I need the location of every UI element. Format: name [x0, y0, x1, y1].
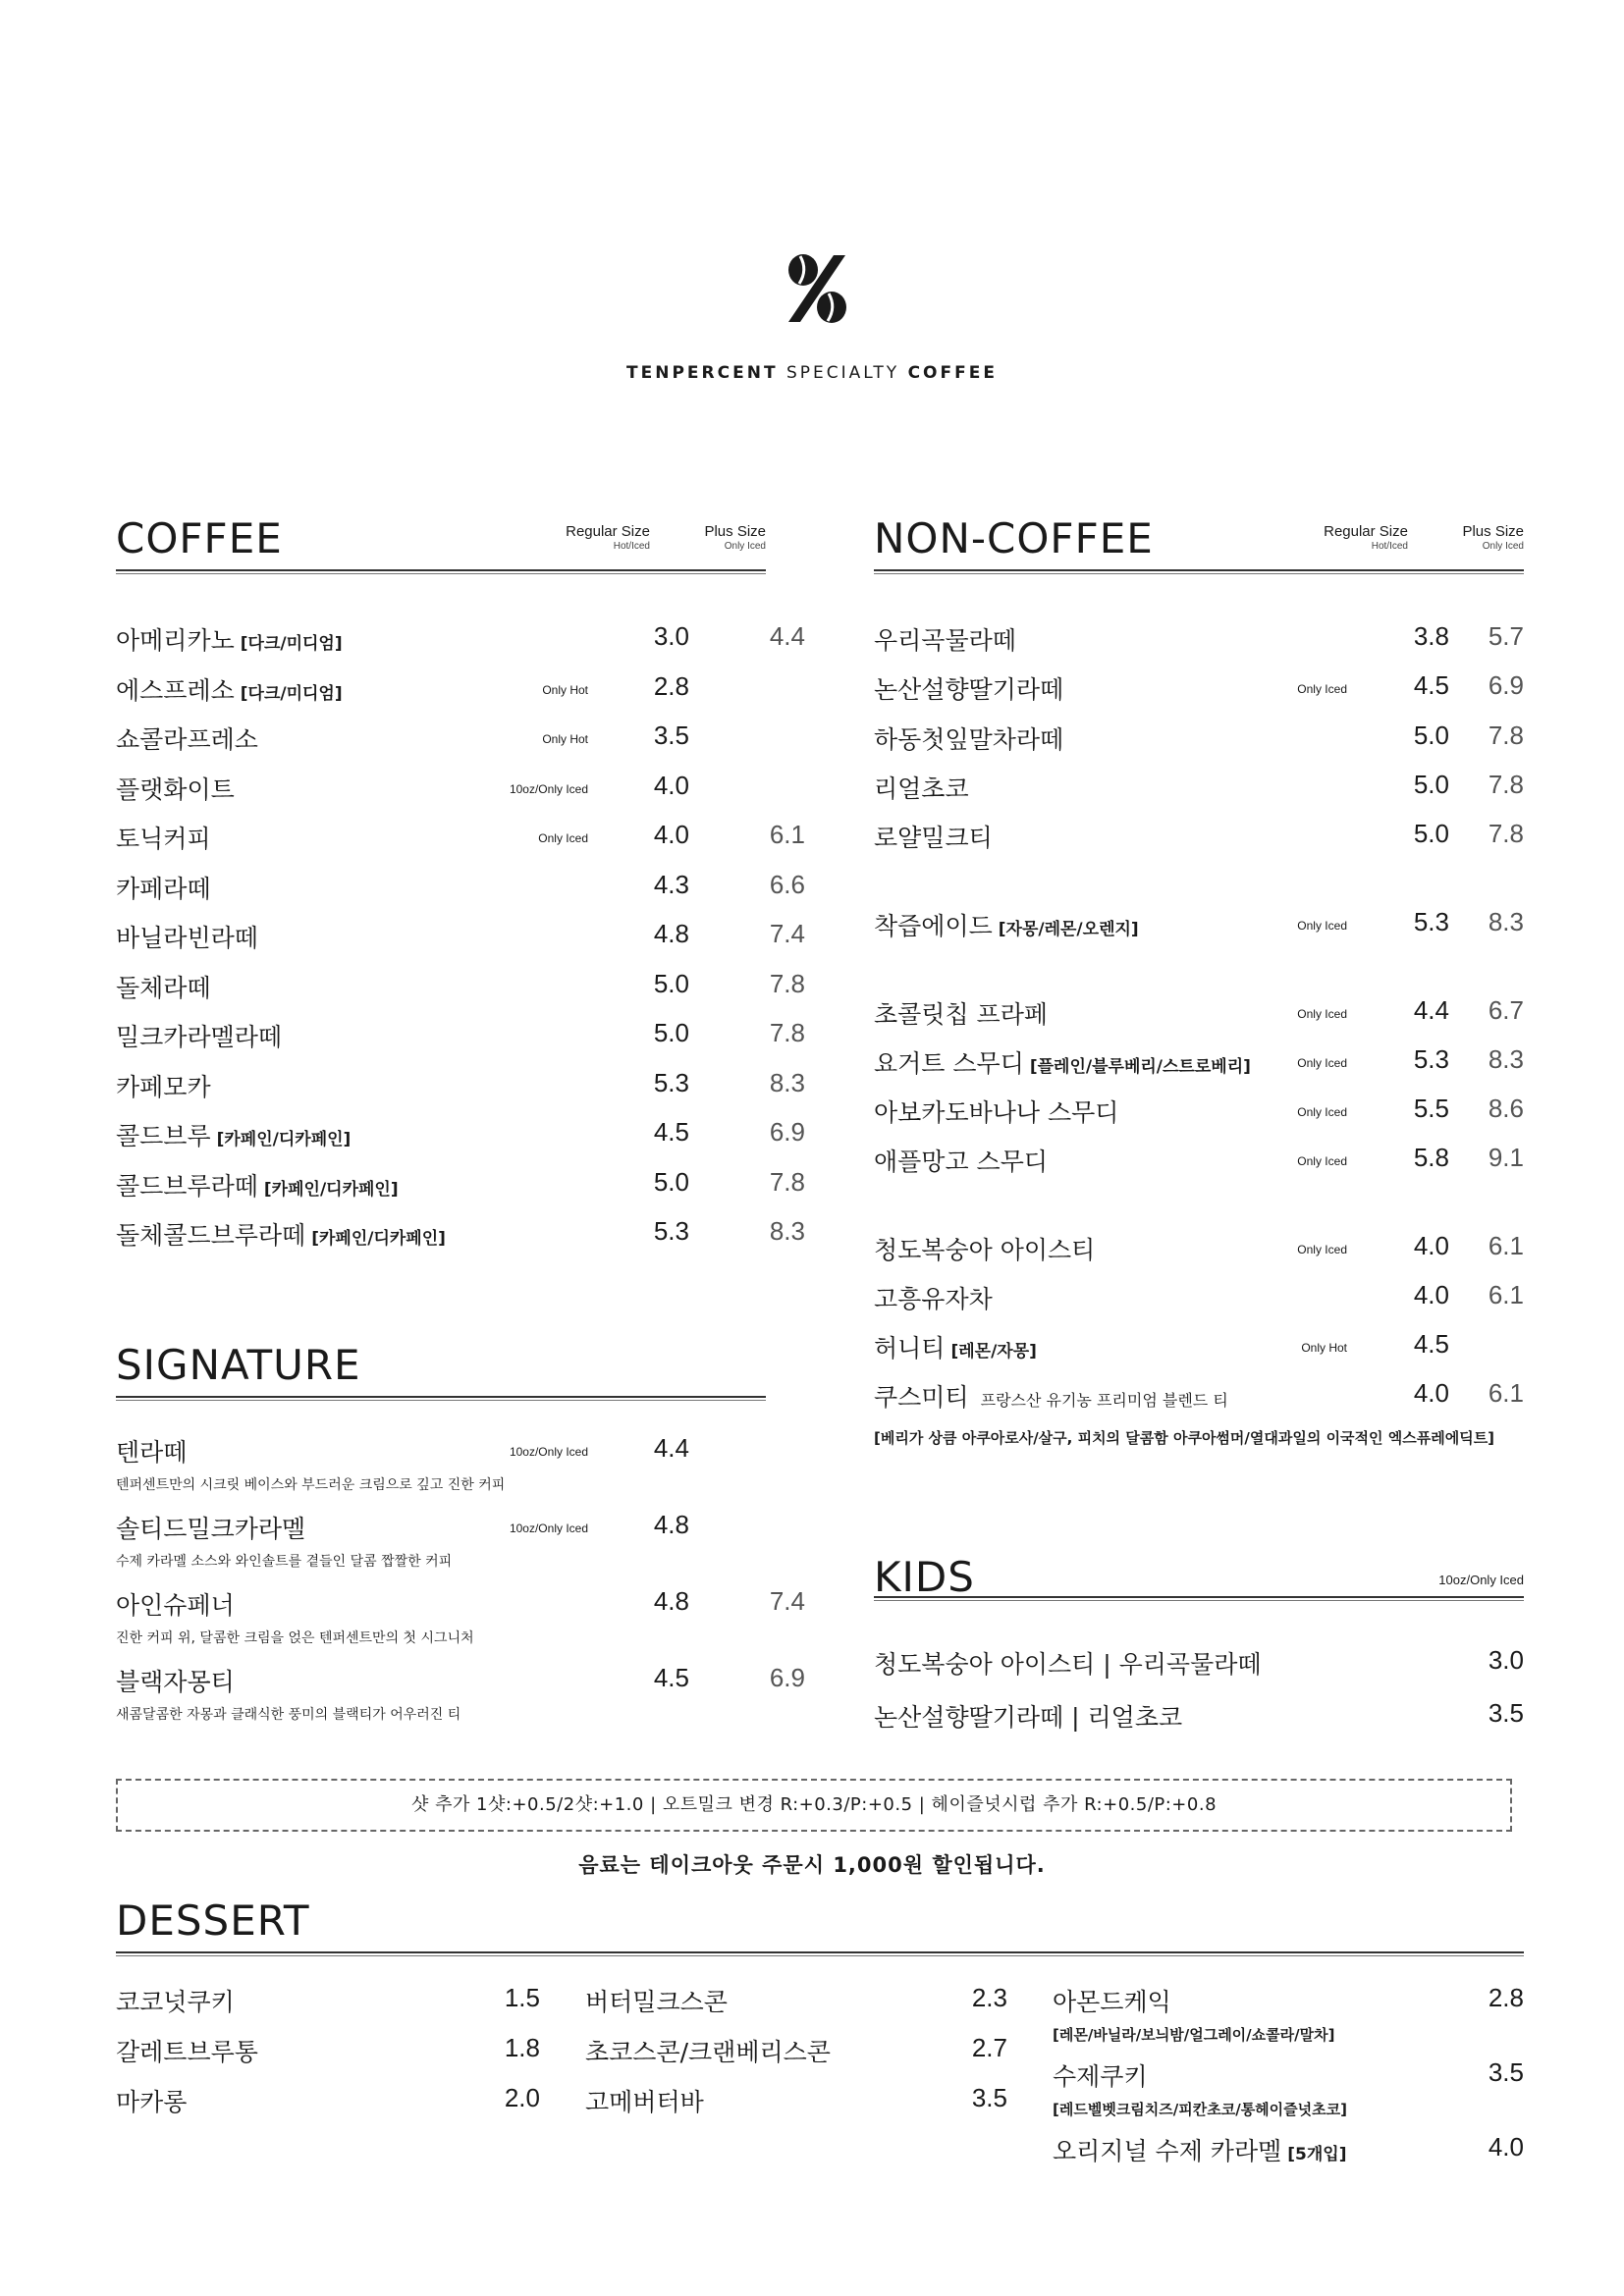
takeout-discount-note: 음료는 테이크아웃 주문시 1,000원 할인됩니다. [578, 1853, 1046, 1877]
plus-price: 6.9 [769, 1663, 805, 1692]
regular-price: 4.0 [653, 820, 689, 849]
plus-price: 8.3 [769, 1067, 805, 1097]
item-note: Only Iced [1297, 1007, 1347, 1021]
item-description: 수제 카라멜 소스와 와인솔트를 곁들인 달콤 짭짤한 커피 [116, 1554, 453, 1570]
plus-price: 8.3 [1488, 907, 1524, 936]
item-note: 10oz/Only Iced [509, 1445, 588, 1459]
dessert-item-name-text: 오리지널 수제 카라멜 [1053, 2137, 1282, 2165]
item-name [116, 721, 258, 756]
dessert-item-name: 갈레트브루통 [116, 2038, 258, 2066]
plus-price: 5.7 [1488, 621, 1524, 651]
plus-price: 8.6 [1488, 1094, 1524, 1123]
item-name-text: 토닉커피 [116, 825, 211, 853]
item-note: Only Iced [1297, 1105, 1347, 1119]
menu-item [116, 968, 805, 1008]
dessert-item-options: [레드벨벳크림치즈/피칸초코/통헤이즐넛초코] [1053, 2101, 1347, 2118]
item-name [874, 1094, 1118, 1129]
regular-price: 4.8 [653, 919, 689, 948]
item-note: Only Hot [1301, 1341, 1347, 1355]
noncoffee-regular-size-header [1286, 524, 1408, 552]
kids-item-name: 논산설향딸기라떼 | 리얼초코 [874, 1703, 1183, 1732]
regular-price: 5.5 [1413, 1094, 1449, 1123]
kids-title: KIDS [874, 1553, 975, 1601]
menu-item [116, 721, 766, 760]
options-box: 샷 추가 1샷:+0.5/2샷:+1.0 | 오트밀크 변경 R:+0.3/P:+0.5 | 헤이즐넛시럽 추가 R:+0.5/P:+0.8 [116, 1779, 1512, 1832]
plus-price: 7.8 [769, 1018, 805, 1047]
regular-size-sub: Hot/Iced [1371, 540, 1408, 552]
item-name [116, 1167, 399, 1202]
regular-price: 3.5 [653, 721, 689, 750]
item-tag: [다크/미디엄] [240, 683, 343, 704]
dessert-item-name [1053, 2132, 1346, 2167]
item-name-text: 콜드브루 [116, 1122, 211, 1150]
item-name [874, 1378, 1228, 1414]
item-name-text: 하동첫잎말차라떼 [874, 725, 1064, 754]
dessert-item-price: 4.0 [1488, 2132, 1524, 2162]
dessert-rule [116, 1951, 1524, 1956]
plus-price: 6.7 [1488, 995, 1524, 1025]
noncoffee-plus-size-header [1424, 524, 1524, 552]
menu-item [874, 1329, 1524, 1368]
item-name [874, 995, 1048, 1031]
noncoffee-rule [874, 569, 1524, 574]
item-name [116, 671, 343, 707]
item-name [874, 1329, 1037, 1364]
item-name [874, 907, 1139, 942]
brand-logo [783, 253, 851, 324]
item-name-text: 밀크카라멜라떼 [116, 1023, 283, 1051]
item-name-text: 고흥유자차 [874, 1285, 993, 1313]
menu-item [116, 1018, 805, 1057]
item-name: 아인슈페너 [116, 1591, 235, 1620]
plus-price: 9.1 [1488, 1143, 1524, 1172]
item-description: 텐퍼센트만의 시크릿 베이스와 부드러운 크림으로 깊고 진한 커피 [116, 1477, 506, 1493]
regular-price: 4.5 [1413, 670, 1449, 700]
regular-price: 5.0 [1413, 819, 1449, 848]
plus-price: 6.1 [1488, 1378, 1524, 1408]
plus-price: 6.1 [1488, 1280, 1524, 1309]
menu-item [874, 670, 1524, 710]
menu-item [874, 819, 1524, 858]
brand-prefix: TENPERCENT [626, 363, 779, 383]
menu-item [874, 1143, 1524, 1182]
menu-item [874, 1231, 1524, 1270]
item-name-text: 초콜릿칩 프라페 [874, 1000, 1048, 1029]
plus-price: 6.1 [769, 820, 805, 849]
plus-price: 6.9 [769, 1117, 805, 1147]
plus-price: 6.9 [1488, 670, 1524, 700]
signature-item [116, 1586, 805, 1626]
item-name-text: 아보카도바나나 스무디 [874, 1098, 1119, 1127]
dessert-item-name-text: 수제쿠키 [1053, 2062, 1148, 2091]
menu-item [116, 621, 805, 661]
dessert-item-options: [레몬/바닐라/보늬밤/얼그레이/쇼콜라/말차] [1053, 2026, 1335, 2044]
item-name-text: 에스프레소 [116, 675, 235, 705]
item-tag: [카페인/디카페인] [216, 1130, 352, 1149]
signature-title: SIGNATURE [116, 1341, 361, 1389]
item-name-text: 애플망고 스무디 [874, 1148, 1048, 1176]
item-name [874, 1044, 1251, 1080]
menu-item [874, 770, 1524, 809]
kids-note: 10oz/Only Iced [1438, 1573, 1524, 1587]
item-name [874, 819, 993, 854]
item-name: 솔티드밀크카라멜 [116, 1515, 306, 1543]
item-note: 10oz/Only Iced [509, 1522, 588, 1535]
noncoffee-title: NON-COFFEE [874, 514, 1154, 562]
brand-middle: SPECIALTY [785, 363, 900, 383]
dessert-item-price: 2.8 [1488, 1983, 1524, 2012]
item-name [116, 870, 211, 905]
item-name-text: 쿠스미티 [874, 1383, 969, 1412]
item-name [874, 1143, 1048, 1178]
menu-item [874, 1378, 1524, 1417]
dessert-item-price: 3.5 [971, 2083, 1007, 2112]
brand-name [0, 363, 1624, 383]
regular-price: 5.3 [653, 1067, 689, 1097]
coffee-title: COFFEE [116, 514, 283, 562]
dessert-item-name: 코코넛쿠키 [116, 1988, 235, 2016]
regular-price: 4.0 [1413, 1280, 1449, 1309]
dessert-item-tag: [5개입] [1287, 2145, 1347, 2164]
menu-item [116, 671, 766, 711]
regular-price: 4.0 [1413, 1231, 1449, 1260]
item-tag: [자몽/레몬/오렌지] [998, 920, 1139, 939]
item-name-text: 착즙에이드 [874, 912, 993, 940]
item-note: Only Iced [1297, 1154, 1347, 1168]
item-tag: [카페인/디카페인] [263, 1179, 399, 1200]
item-note: Only Iced [1297, 919, 1347, 933]
item-name-text: 아메리카노 [116, 626, 235, 655]
plus-price: 7.8 [769, 968, 805, 998]
dessert-item-name [1053, 1983, 1171, 2018]
item-name-text: 바닐라빈라떼 [116, 924, 258, 952]
menu-item [116, 869, 805, 909]
item-name-text: 로얄밀크티 [874, 824, 993, 852]
item-name [116, 621, 343, 657]
item-tag: 프랑스산 유기농 프리미엄 블렌드 티 [980, 1391, 1228, 1410]
item-tag: [다크/미디엄] [240, 634, 343, 654]
dessert-item-price: 3.5 [1488, 2057, 1524, 2087]
item-name-text: 돌체콜드브루라떼 [116, 1221, 306, 1250]
item-name-text: 허니티 [874, 1334, 946, 1362]
regular-price: 5.8 [1413, 1143, 1449, 1172]
dessert-item-price: 2.7 [971, 2033, 1007, 2062]
regular-price: 4.4 [1413, 995, 1449, 1025]
dessert-item-name: 버터밀크스콘 [585, 1988, 728, 2016]
menu-item [874, 995, 1524, 1035]
regular-size-sub: Hot/Iced [613, 540, 650, 552]
plus-size-sub: Only Iced [1482, 540, 1524, 552]
regular-price: 4.4 [653, 1433, 689, 1463]
plus-price: 7.8 [1488, 721, 1524, 750]
plus-price: 6.1 [1488, 1231, 1524, 1260]
item-name: 텐라떼 [116, 1438, 188, 1467]
regular-price: 5.3 [1413, 907, 1449, 936]
kids-item-name: 청도복숭아 아이스티 | 우리곡물라떼 [874, 1650, 1262, 1679]
item-note: Only Hot [542, 732, 588, 746]
plus-size-label: Plus Size [704, 523, 766, 540]
regular-price: 4.5 [653, 1663, 689, 1692]
item-description: 새콤달콤한 자몽과 클래식한 풍미의 블랙티가 어우러진 티 [116, 1707, 461, 1723]
item-name [116, 919, 258, 954]
regular-price: 3.0 [653, 621, 689, 651]
dessert-item-name: 고메버터바 [585, 2088, 704, 2116]
signature-item [116, 1663, 805, 1702]
item-name-text: 요거트 스무디 [874, 1049, 1024, 1078]
dessert-item-price: 1.8 [504, 2033, 540, 2062]
item-name: 블랙자몽티 [116, 1668, 235, 1696]
regular-price: 4.5 [653, 1117, 689, 1147]
dessert-item-price: 2.3 [971, 1983, 1007, 2012]
item-name [874, 721, 1063, 756]
item-name-text: 리얼초코 [874, 774, 969, 803]
coffee-plus-size-header [668, 524, 766, 552]
regular-price: 4.5 [1413, 1329, 1449, 1359]
signature-item [116, 1433, 766, 1472]
brand-suffix: COFFEE [907, 363, 998, 383]
menu-item [874, 1044, 1524, 1084]
plus-price: 8.3 [769, 1216, 805, 1246]
plus-size-label: Plus Size [1462, 523, 1524, 540]
dessert-title: DESSERT [116, 1896, 310, 1945]
regular-price: 4.8 [653, 1510, 689, 1539]
regular-price: 5.0 [1413, 770, 1449, 799]
coffee-rule [116, 569, 766, 574]
plus-price: 4.4 [769, 621, 805, 651]
item-tag: [카페인/디카페인] [311, 1229, 446, 1249]
dessert-item-name [1053, 2057, 1148, 2093]
kids-item-price: 3.5 [1488, 1698, 1524, 1728]
regular-price: 5.0 [653, 968, 689, 998]
item-name [874, 670, 1063, 706]
menu-item [116, 1216, 805, 1255]
signature-item [116, 1510, 766, 1549]
menu-item [874, 907, 1524, 946]
item-name-text: 카페라떼 [116, 874, 211, 903]
item-note: 10oz/Only Iced [509, 781, 588, 796]
regular-price: 5.3 [653, 1216, 689, 1246]
regular-size-label: Regular Size [566, 523, 650, 540]
menu-item [874, 1094, 1524, 1133]
dessert-item-price: 2.0 [504, 2083, 540, 2112]
item-name-text: 논산설향딸기라떼 [874, 675, 1064, 704]
menu-item [874, 621, 1524, 661]
menu-item [116, 1166, 805, 1206]
menu-item [116, 820, 805, 859]
item-tag: [레몬/자몽] [950, 1342, 1037, 1362]
item-name [116, 1018, 282, 1053]
item-name-text: 쇼콜라프레소 [116, 725, 258, 754]
menu-item [874, 721, 1524, 760]
item-description: 진한 커피 위, 달콤한 크림을 얹은 텐퍼센트만의 첫 시그니처 [116, 1630, 474, 1646]
menu-item [116, 919, 805, 958]
item-name [874, 1280, 993, 1315]
regular-price: 4.3 [653, 869, 689, 899]
item-name [116, 1216, 446, 1252]
dessert-item-name: 마카롱 [116, 2088, 188, 2116]
item-name [874, 1231, 1095, 1266]
regular-price: 5.3 [1413, 1044, 1449, 1074]
item-name [874, 621, 1016, 657]
plus-size-sub: Only Iced [724, 540, 766, 552]
item-note: Only Hot [542, 682, 588, 697]
dessert-item-price: 1.5 [504, 1983, 540, 2012]
menu-item [116, 1117, 805, 1156]
menu-item [874, 1280, 1524, 1319]
item-name [116, 1068, 211, 1103]
item-name [116, 771, 235, 806]
plus-price: 7.4 [769, 1586, 805, 1616]
regular-price: 5.0 [1413, 721, 1449, 750]
item-name-text: 카페모카 [116, 1072, 211, 1101]
plus-price: 7.4 [769, 919, 805, 948]
item-name [116, 969, 211, 1004]
item-name [116, 820, 211, 855]
kusmi-description: [베리가 상큼 아쿠아로사/살구, 피치의 달콤함 아쿠아썸머/열대과일의 이국적인 엑스퓨레에딕트] [874, 1429, 1495, 1447]
coffee-regular-size-header [528, 524, 650, 552]
menu-item [116, 771, 766, 810]
kids-rule [874, 1596, 1524, 1601]
regular-price: 5.0 [653, 1018, 689, 1047]
plus-price: 7.8 [1488, 819, 1524, 848]
item-name [116, 1117, 351, 1152]
item-name-text: 콜드브루라떼 [116, 1171, 258, 1201]
item-name-text: 돌체라떼 [116, 973, 211, 1002]
regular-price: 4.0 [653, 770, 689, 800]
item-tag: [플레인/블루베리/스트로베리] [1029, 1057, 1251, 1077]
plus-price: 7.8 [769, 1166, 805, 1197]
plus-price: 6.6 [769, 869, 805, 899]
dessert-item-name-text: 아몬드케익 [1053, 1988, 1171, 2016]
regular-price: 5.0 [653, 1166, 689, 1197]
item-note: Only Iced [1297, 682, 1347, 696]
menu-item [116, 1067, 805, 1107]
kids-item-price: 3.0 [1488, 1645, 1524, 1675]
regular-size-label: Regular Size [1324, 523, 1408, 540]
item-name-text: 청도복숭아 아이스티 [874, 1236, 1096, 1264]
regular-price: 4.0 [1413, 1378, 1449, 1408]
regular-price: 4.8 [653, 1586, 689, 1616]
plus-price: 8.3 [1488, 1044, 1524, 1074]
regular-price: 2.8 [653, 670, 689, 701]
plus-price: 7.8 [1488, 770, 1524, 799]
item-note: Only Iced [1297, 1243, 1347, 1256]
signature-rule [116, 1396, 766, 1401]
dessert-item-name: 초코스콘/크랜베리스콘 [585, 2038, 831, 2066]
item-note: Only Iced [538, 831, 588, 845]
item-name-text: 플랫화이트 [116, 774, 235, 804]
item-name [874, 770, 969, 805]
regular-price: 3.8 [1413, 621, 1449, 651]
item-note: Only Iced [1297, 1056, 1347, 1070]
item-name-text: 우리곡물라떼 [874, 626, 1016, 655]
